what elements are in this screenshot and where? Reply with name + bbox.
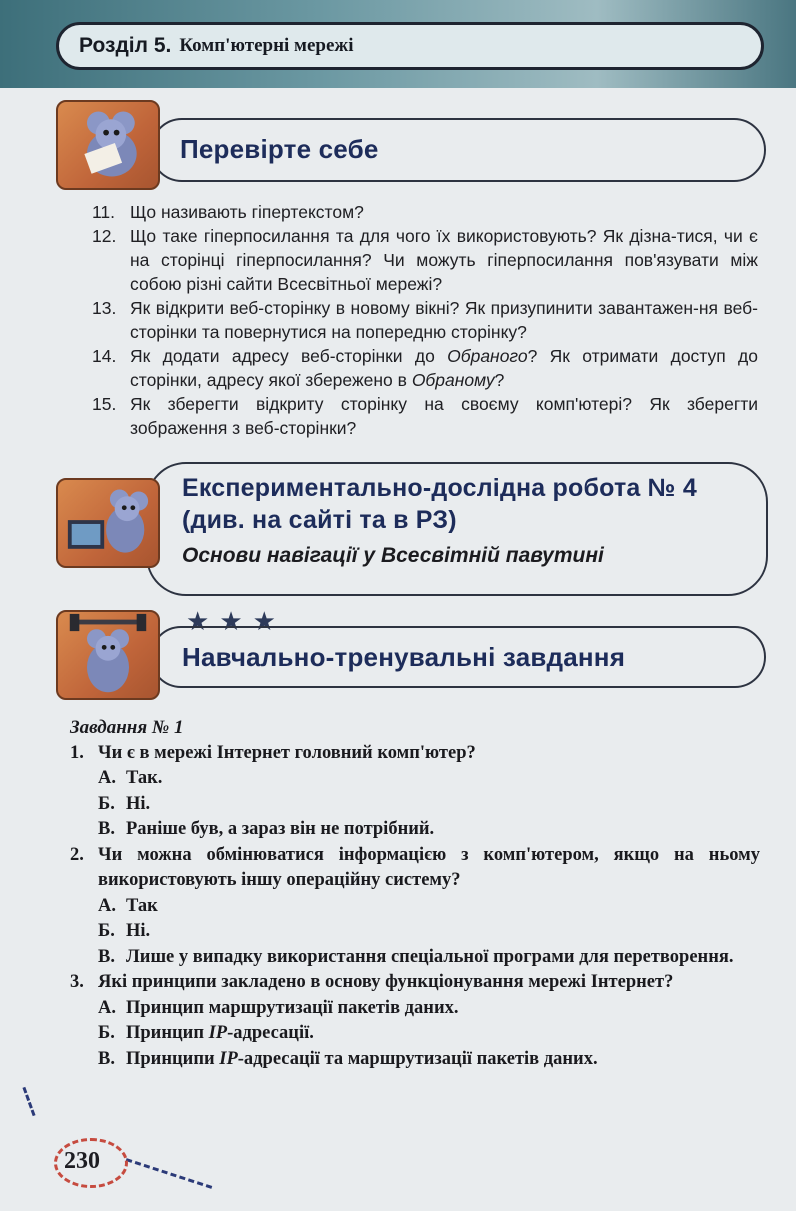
task-question: 3. Які принципи закладено в основу функціонування мережі Інтернет? (70, 972, 674, 992)
chapter-title: Комп'ютерні мережі (179, 35, 354, 56)
experiment-title-line2: (див. на сайті та в РЗ) (182, 506, 457, 534)
chapter-header (56, 22, 764, 70)
star-icon: ★ (219, 606, 243, 636)
list-item (92, 200, 758, 224)
list-item (92, 224, 758, 296)
question-text: Що таке гіперпосилання та для чого їх використовують? Як дізна-тися, чи є на сторінці гіперпосилання? Чи можуть гіперпосилання пов'язувати між собою різні сайти Всесвітньої мережі? (130, 226, 758, 294)
question-text: Як відкрити веб-сторінку в новому вікні? Як призупинити завантажен-ня веб-сторінки та повернутися на попередню сторінку? (130, 298, 758, 342)
question-number: 13. (92, 298, 117, 318)
page-number: 230 (64, 1148, 100, 1174)
mouse-reading-icon (56, 100, 160, 190)
answer-option: А. Так (98, 895, 158, 916)
experiment-title-line1: Експериментально-дослідна робота № 4 (182, 474, 698, 502)
decorative-dash (22, 1087, 35, 1116)
answer-option: В. Лише у випадку використання спеціальної програми для перетворення. (98, 946, 734, 967)
answer-option: Б. Ні. (98, 793, 151, 814)
question-number: 15. (92, 394, 117, 414)
training-title: Навчально-тренувальні завдання (182, 642, 626, 672)
question-text: Як зберегти відкриту сторінку на своєму комп'ютері? Як зберегти зображення з веб-сторінки? (130, 394, 758, 438)
star-icon: ★ (252, 606, 276, 636)
task-heading: Завдання № 1 (70, 717, 184, 738)
chapter-label: Розділ 5. (79, 34, 172, 57)
question-list (92, 200, 758, 440)
task-question: 2. Чи можна обмінюватися інформацією з комп'ютером, якщо на ньому використовують іншу операційну систему? (70, 844, 760, 890)
question-number: 12. (92, 226, 117, 246)
mouse-weights-icon (56, 610, 160, 700)
task-question: 1. Чи є в мережі Інтернет головний комп'ютер? (70, 742, 476, 763)
mouse-computer-icon (56, 478, 160, 568)
task-1 (70, 715, 760, 1072)
question-text: Що називають гіпертекстом? (130, 202, 364, 222)
decorative-dash (126, 1158, 213, 1189)
experiment-subtitle: Основи навігації у Всесвітній павутині (182, 544, 604, 567)
question-number: 11. (92, 202, 116, 222)
answer-option: В. Принципи IP-адресації та маршрутизації пакетів даних. (98, 1048, 598, 1069)
answer-option: В. Раніше був, а зараз він не потрібний. (98, 819, 435, 839)
star-icon: ★ (186, 606, 210, 636)
question-number: 14. (92, 346, 117, 366)
list-item (92, 344, 758, 392)
answer-option: Б. Ні. (98, 921, 151, 941)
answer-option: Б. Принцип IP-адресації. (98, 1023, 314, 1043)
answer-option: А. Принцип маршрутизації пакетів даних. (98, 997, 459, 1018)
list-item (92, 296, 758, 344)
check-yourself-title: Перевірте себе (180, 134, 379, 164)
list-item (92, 392, 758, 440)
answer-option: А. Так. (98, 768, 163, 788)
question-text: Як додати адресу веб-сторінки до Обраного? Як отримати доступ до сторінки, адресу якої збережено в Обраному? (130, 346, 758, 390)
